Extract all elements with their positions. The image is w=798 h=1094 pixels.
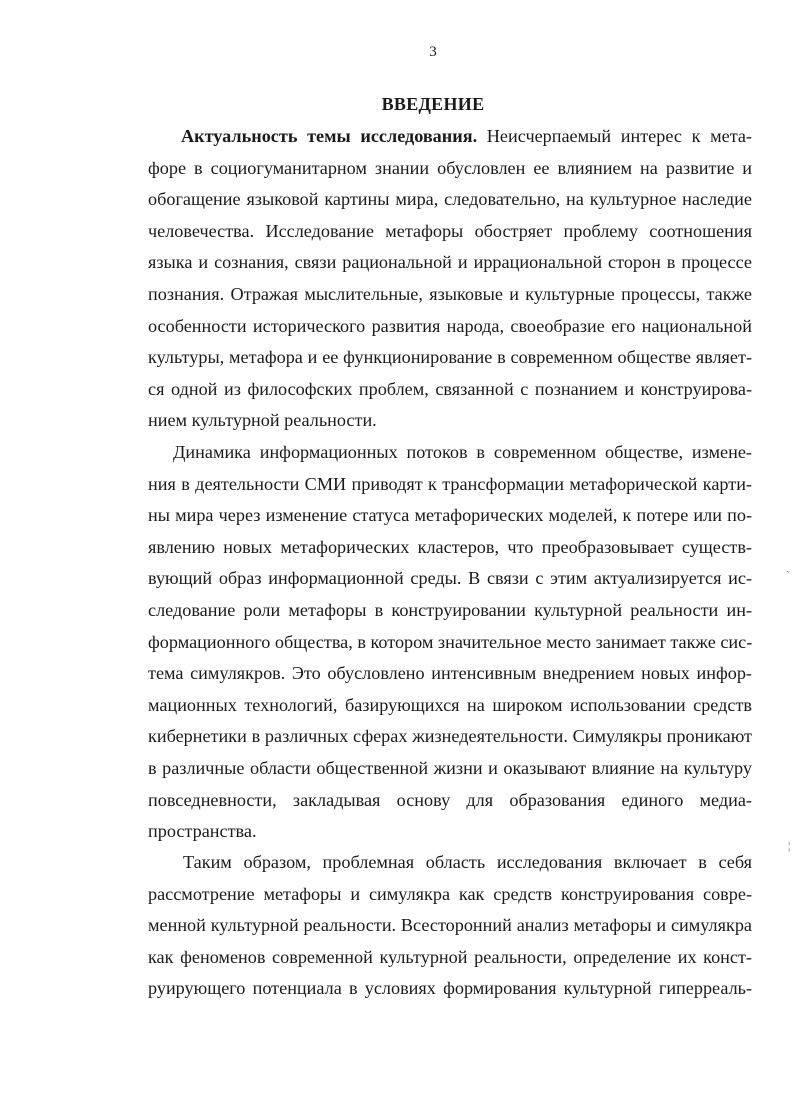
paragraph-line: формационного общества, в котором значительное место занимает также сис-: [148, 631, 753, 652]
paragraph-line: рассмотрение метафоры и симулякра как средств конструирования совре-: [148, 883, 752, 904]
paragraph-line: повседневности, закладывая основу для образования единого медиа-: [148, 789, 752, 810]
paragraph-line: человечества. Исследование метафоры обостряет проблему соотношения: [148, 220, 752, 241]
paragraph-line: пространства.: [148, 821, 257, 842]
paragraph-line: ны мира через изменение статуса метафорических моделей, к потере или по-: [148, 505, 752, 526]
lead-in-bold: Актуальность темы исследования.: [181, 126, 478, 146]
paragraph-line: Динамика информационных потоков в современном обществе, измене-: [173, 442, 752, 462]
paragraph-problem-area: [148, 847, 752, 1005]
scan-artifact: ˎ: [786, 561, 790, 573]
paragraph-line: в различные области общественной жизни и оказывают влияние на культуру: [148, 757, 752, 778]
paragraph-line: кибернетики в различных сферах жизнедеятельности. Симулякры проникают: [148, 726, 752, 747]
section-heading: ВВЕДЕНИЕ: [381, 94, 485, 114]
paragraph-line: нием культурной реальности.: [148, 410, 377, 431]
paragraph-line: тема симулякров. Это обусловлено интенсивным внедрением новых инфор-: [148, 663, 752, 684]
paragraph-line: ния в деятельности СМИ приводят к трансформации метафорической карти-: [148, 473, 752, 494]
paragraph-line: особенности исторического развития народа, своеобразие его национальной: [148, 315, 752, 336]
scan-artifact: ¦: [788, 840, 791, 852]
paragraph-line: ся одной из философских проблем, связанной с познанием и конструирова-: [148, 378, 752, 399]
paragraph-line: менной культурной реальности. Всесторонний анализ метафоры и симулякра: [148, 915, 752, 936]
paragraph-line: как феноменов современной культурной реальности, определение их конст-: [148, 946, 752, 967]
paragraph-line: явлению новых метафорических кластеров, что преобразовывает существ-: [148, 536, 752, 557]
paragraph-dynamics: [148, 437, 752, 848]
page-number: 3: [429, 44, 437, 60]
paragraph-line: следование роли метафоры в конструировании культурной реальности ин-: [148, 599, 752, 620]
paragraph-line: языка и сознания, связи рациональной и иррациональной сторон в процессе: [148, 252, 752, 273]
paragraph-line: форе в социогуманитарном знании обусловлен ее влиянием на развитие и: [148, 157, 752, 178]
paragraph-line: руирующего потенциала в условиях формирования культурной гиперреаль-: [148, 978, 752, 999]
paragraph-line: мационных технологий, базирующихся на широком использовании средств: [148, 694, 752, 715]
paragraph-relevance: [148, 121, 752, 437]
paragraph-line: обогащение языковой картины мира, следовательно, на культурное наследие: [148, 189, 752, 210]
paragraph-line: культуры, метафора и ее функционирование в современном обществе являет-: [148, 347, 752, 368]
paragraph-line: Актуальность темы исследования. Неисчерпаемый интерес к мета-: [181, 126, 752, 146]
paragraph-line: вующий образ информационной среды. В связи с этим актуализируется ис-: [148, 568, 752, 589]
paragraph-line: познания. Отражая мыслительные, языковые и культурные процессы, также: [148, 283, 752, 304]
paragraph-line: Таким образом, проблемная область исследования включает в себя: [183, 852, 752, 872]
